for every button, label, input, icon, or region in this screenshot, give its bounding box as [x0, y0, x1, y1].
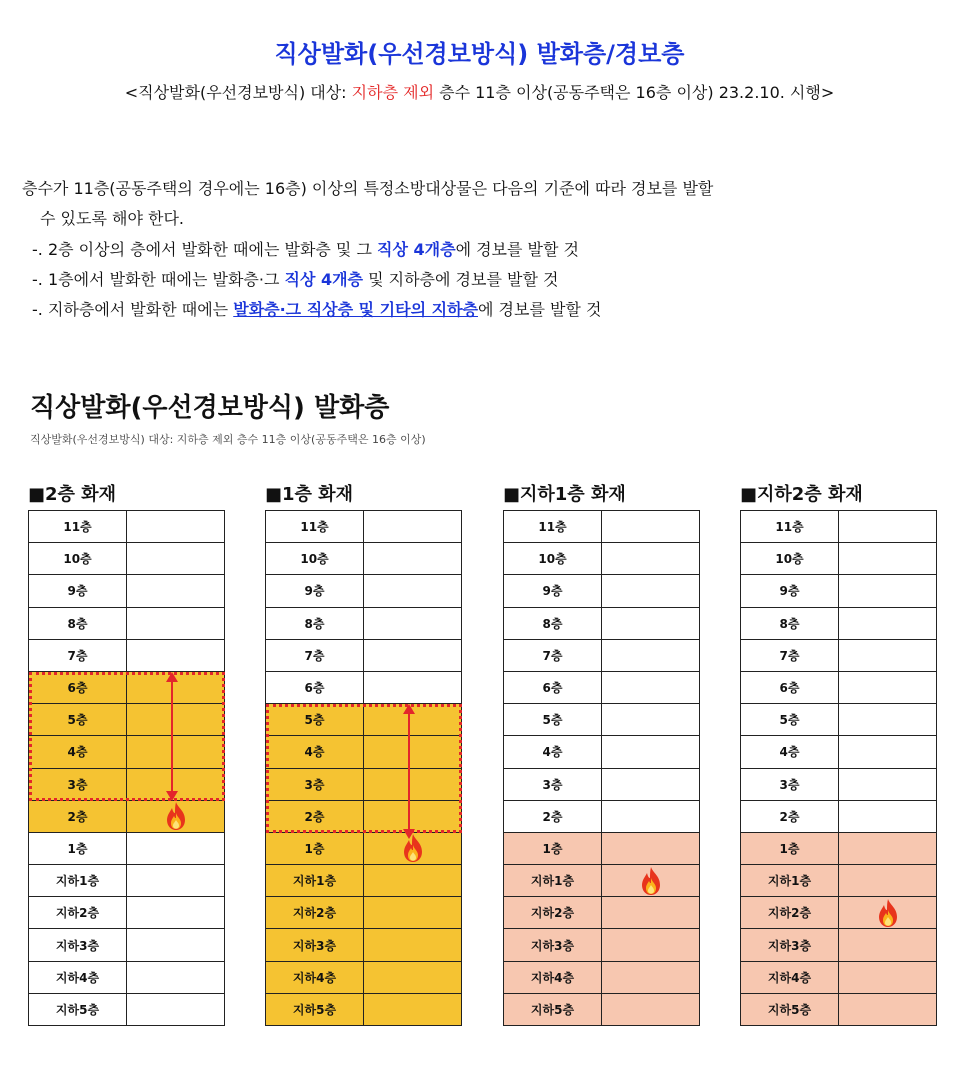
floor-row	[741, 929, 937, 961]
floor-label: 8층	[29, 608, 127, 640]
alarm-cell	[364, 929, 462, 961]
floor-row	[266, 736, 462, 768]
floor-row	[741, 736, 937, 768]
floor-panel	[265, 480, 465, 1026]
floor-label: 지하3층	[29, 929, 127, 961]
alarm-cell	[839, 962, 937, 994]
floor-row	[266, 865, 462, 897]
floor-row	[504, 511, 700, 543]
alarm-cell	[839, 511, 937, 543]
floor-row	[504, 897, 700, 929]
floor-label: 5층	[29, 704, 127, 736]
rule-item-3-highlight: 발화층·그 직상층 및 기타의 지하층	[233, 300, 478, 319]
subtitle-text: <직상발화(우선경보방식) 대상:	[124, 83, 352, 102]
floor-row	[741, 640, 937, 672]
alarm-cell	[839, 897, 937, 929]
floor-label: 10층	[266, 543, 364, 575]
alarm-cell	[127, 543, 225, 575]
floor-row	[266, 543, 462, 575]
floor-row	[741, 608, 937, 640]
floor-label: 11층	[29, 511, 127, 543]
floor-row	[29, 897, 225, 929]
alarm-cell	[839, 865, 937, 897]
alarm-cell	[127, 994, 225, 1026]
floor-label: 1층	[29, 833, 127, 865]
floor-table	[740, 510, 937, 1026]
rule-item-1-highlight: 직상 4개층	[377, 240, 456, 259]
alarm-cell	[839, 801, 937, 833]
floor-row	[504, 575, 700, 607]
floor-row	[29, 962, 225, 994]
floor-row	[504, 672, 700, 704]
floor-row	[741, 897, 937, 929]
floor-row	[266, 994, 462, 1026]
floor-label: 9층	[29, 575, 127, 607]
page-subtitle	[0, 80, 959, 103]
alarm-cell	[602, 994, 700, 1026]
floor-row	[741, 704, 937, 736]
floor-row	[504, 962, 700, 994]
fire-icon	[638, 866, 664, 896]
floor-label: 7층	[504, 640, 602, 672]
floor-row	[29, 801, 225, 833]
floor-row	[741, 575, 937, 607]
floor-row	[266, 511, 462, 543]
alarm-cell	[839, 672, 937, 704]
floor-panel	[503, 480, 703, 1026]
floor-row	[29, 865, 225, 897]
floor-row	[29, 994, 225, 1026]
floor-row	[29, 640, 225, 672]
alarm-cell	[364, 994, 462, 1026]
floor-label: 9층	[266, 575, 364, 607]
floor-row	[266, 575, 462, 607]
alarm-cell	[127, 962, 225, 994]
floor-label: 7층	[741, 640, 839, 672]
floor-row	[29, 704, 225, 736]
floor-label: 지하5층	[29, 994, 127, 1026]
floor-row	[29, 543, 225, 575]
floor-row	[504, 994, 700, 1026]
floor-panel	[740, 480, 940, 1026]
floor-label: 지하4층	[504, 962, 602, 994]
floor-row	[29, 769, 225, 801]
floor-label: 11층	[504, 511, 602, 543]
subtitle-text-end: 층수 11층 이상(공동주택은 16층 이상) 23.2.10. 시행>	[434, 83, 835, 102]
floor-label: 8층	[504, 608, 602, 640]
page-title: 직상발화(우선경보방식) 발화층/경보층	[274, 40, 685, 68]
floor-label: 지하3층	[266, 929, 364, 961]
alarm-cell	[364, 769, 462, 801]
floor-row	[266, 962, 462, 994]
floor-label: 10층	[741, 543, 839, 575]
floor-row	[741, 511, 937, 543]
alarm-cell	[364, 736, 462, 768]
floor-label: 지하2층	[504, 897, 602, 929]
floor-label: 5층	[266, 704, 364, 736]
alarm-cell	[839, 769, 937, 801]
alarm-cell	[127, 929, 225, 961]
floor-row	[266, 608, 462, 640]
alarm-cell	[839, 736, 937, 768]
floor-label: 7층	[29, 640, 127, 672]
floor-label: 6층	[29, 672, 127, 704]
alarm-cell	[127, 575, 225, 607]
rule-item-1-text: -. 2층 이상의 층에서 발화한 때에는 발화층 및 그	[32, 240, 378, 259]
alarm-cell	[364, 865, 462, 897]
floor-label: 2층	[741, 801, 839, 833]
alarm-cell	[839, 929, 937, 961]
floor-label: 지하3층	[504, 929, 602, 961]
floor-row	[266, 897, 462, 929]
floor-row	[266, 833, 462, 865]
floor-label: 10층	[29, 543, 127, 575]
alarm-cell	[839, 640, 937, 672]
body-paragraph-1: 층수가 11층(공동주택의 경우에는 16층) 이상의 특정소방대상물은 다음의 기준에 따라 경보를 발할	[22, 179, 714, 198]
floor-label: 1층	[741, 833, 839, 865]
floor-label: 지하3층	[741, 929, 839, 961]
floor-label: 5층	[741, 704, 839, 736]
floor-row	[266, 672, 462, 704]
alarm-cell	[127, 640, 225, 672]
floor-label: 지하1층	[504, 865, 602, 897]
floor-label: 지하5층	[741, 994, 839, 1026]
floor-label: 9층	[741, 575, 839, 607]
alarm-cell	[364, 640, 462, 672]
floor-label: 6층	[266, 672, 364, 704]
alarm-cell	[602, 575, 700, 607]
alarm-cell	[839, 608, 937, 640]
floor-table	[503, 510, 700, 1026]
floor-label: 지하4층	[741, 962, 839, 994]
floor-row	[29, 929, 225, 961]
floor-label: 1층	[266, 833, 364, 865]
floor-row	[741, 769, 937, 801]
floor-row	[504, 704, 700, 736]
floor-label: 4층	[504, 736, 602, 768]
floor-label: 지하2층	[741, 897, 839, 929]
double-arrow-icon	[408, 706, 410, 837]
alarm-cell	[839, 833, 937, 865]
floor-row	[741, 801, 937, 833]
floor-label: 6층	[741, 672, 839, 704]
floor-row	[741, 672, 937, 704]
floor-label: 5층	[504, 704, 602, 736]
rule-item-3	[32, 297, 601, 320]
floor-label: 2층	[29, 801, 127, 833]
alarm-cell	[839, 543, 937, 575]
alarm-cell	[364, 897, 462, 929]
panel-title: ■지하2층 화재	[740, 484, 863, 505]
rule-item-2	[32, 267, 558, 290]
fire-icon	[875, 898, 901, 928]
floor-row	[504, 608, 700, 640]
floor-label: 지하1층	[741, 865, 839, 897]
floor-label: 11층	[741, 511, 839, 543]
floor-row	[504, 543, 700, 575]
rule-item-2-text: -. 1층에서 발화한 때에는 발화층·그	[32, 270, 285, 289]
floor-label: 3층	[266, 769, 364, 801]
fire-icon	[163, 801, 189, 831]
floor-row	[29, 511, 225, 543]
floor-row	[741, 994, 937, 1026]
floor-label: 지하1층	[266, 865, 364, 897]
rule-item-3-text: -. 지하층에서 발화한 때에는	[32, 300, 234, 319]
floor-label: 6층	[504, 672, 602, 704]
alarm-cell	[602, 769, 700, 801]
alarm-cell	[602, 801, 700, 833]
alarm-cell	[602, 640, 700, 672]
section-caption: 직상발화(우선경보방식) 대상: 지하층 제외 층수 11층 이상(공동주택은 16층 이상)	[30, 433, 426, 446]
alarm-cell	[364, 672, 462, 704]
floor-label: 3층	[29, 769, 127, 801]
floor-row	[504, 769, 700, 801]
floor-label: 2층	[266, 801, 364, 833]
body-paragraph-2: 수 있도록 해야 한다.	[40, 209, 184, 228]
floor-row	[266, 769, 462, 801]
alarm-cell	[839, 704, 937, 736]
alarm-cell	[364, 962, 462, 994]
panel-title: ■2층 화재	[28, 484, 116, 505]
alarm-cell	[602, 929, 700, 961]
alarm-cell	[364, 543, 462, 575]
floor-table	[265, 510, 462, 1026]
floor-label: 지하5층	[266, 994, 364, 1026]
alarm-cell	[602, 962, 700, 994]
floor-label: 지하5층	[504, 994, 602, 1026]
rule-item-2-highlight: 직상 4개층	[284, 270, 364, 289]
floor-row	[504, 865, 700, 897]
floor-row	[266, 640, 462, 672]
subtitle-highlight: 지하층 제외	[351, 83, 435, 102]
alarm-cell	[364, 608, 462, 640]
double-arrow-icon	[171, 674, 173, 799]
floor-row	[741, 543, 937, 575]
floor-row	[29, 672, 225, 704]
floor-row	[266, 929, 462, 961]
floor-label: 지하1층	[29, 865, 127, 897]
floor-label: 1층	[504, 833, 602, 865]
floor-row	[29, 833, 225, 865]
floor-label: 3층	[741, 769, 839, 801]
alarm-cell	[602, 511, 700, 543]
floor-label: 8층	[266, 608, 364, 640]
rule-item-3-text-end: 에 경보를 발할 것	[477, 300, 602, 319]
alarm-cell	[602, 704, 700, 736]
alarm-cell	[602, 543, 700, 575]
floor-row	[266, 704, 462, 736]
alarm-cell	[127, 736, 225, 768]
floor-row	[29, 736, 225, 768]
alarm-cell	[127, 511, 225, 543]
floor-row	[504, 929, 700, 961]
floor-label: 지하4층	[266, 962, 364, 994]
floor-label: 3층	[504, 769, 602, 801]
alarm-cell	[127, 833, 225, 865]
alarm-cell	[602, 672, 700, 704]
rule-item-1-text-end: 에 경보를 발할 것	[455, 240, 580, 259]
floor-row	[741, 865, 937, 897]
floor-label: 2층	[504, 801, 602, 833]
panel-title: ■1층 화재	[265, 484, 353, 505]
floor-label: 지하2층	[266, 897, 364, 929]
floor-label: 8층	[741, 608, 839, 640]
floor-row	[741, 833, 937, 865]
floor-label: 4층	[29, 736, 127, 768]
alarm-cell	[602, 608, 700, 640]
alarm-cell	[127, 897, 225, 929]
alarm-cell	[127, 801, 225, 833]
floor-row	[504, 833, 700, 865]
alarm-cell	[602, 865, 700, 897]
floor-label: 11층	[266, 511, 364, 543]
floor-row	[504, 801, 700, 833]
floor-label: 지하2층	[29, 897, 127, 929]
floor-label: 7층	[266, 640, 364, 672]
floor-row	[29, 608, 225, 640]
alarm-cell	[364, 511, 462, 543]
alarm-cell	[127, 865, 225, 897]
floor-label: 10층	[504, 543, 602, 575]
floor-row	[29, 575, 225, 607]
floor-row	[504, 640, 700, 672]
floor-table	[28, 510, 225, 1026]
alarm-cell	[602, 736, 700, 768]
alarm-cell	[839, 994, 937, 1026]
rule-item-2-text-end: 및 지하층에 경보를 발할 것	[363, 270, 559, 289]
alarm-cell	[127, 608, 225, 640]
floor-row	[266, 801, 462, 833]
section-title: 직상발화(우선경보방식) 발화층	[30, 393, 390, 423]
floor-label: 9층	[504, 575, 602, 607]
floor-panel	[28, 480, 228, 1026]
floor-label: 4층	[741, 736, 839, 768]
floor-label: 4층	[266, 736, 364, 768]
panel-title: ■지하1층 화재	[503, 484, 626, 505]
alarm-cell	[602, 833, 700, 865]
alarm-cell	[364, 575, 462, 607]
floor-row	[504, 736, 700, 768]
alarm-cell	[127, 704, 225, 736]
alarm-cell	[839, 575, 937, 607]
rule-item-1	[32, 237, 579, 260]
alarm-cell	[602, 897, 700, 929]
floor-label: 지하4층	[29, 962, 127, 994]
floor-row	[741, 962, 937, 994]
